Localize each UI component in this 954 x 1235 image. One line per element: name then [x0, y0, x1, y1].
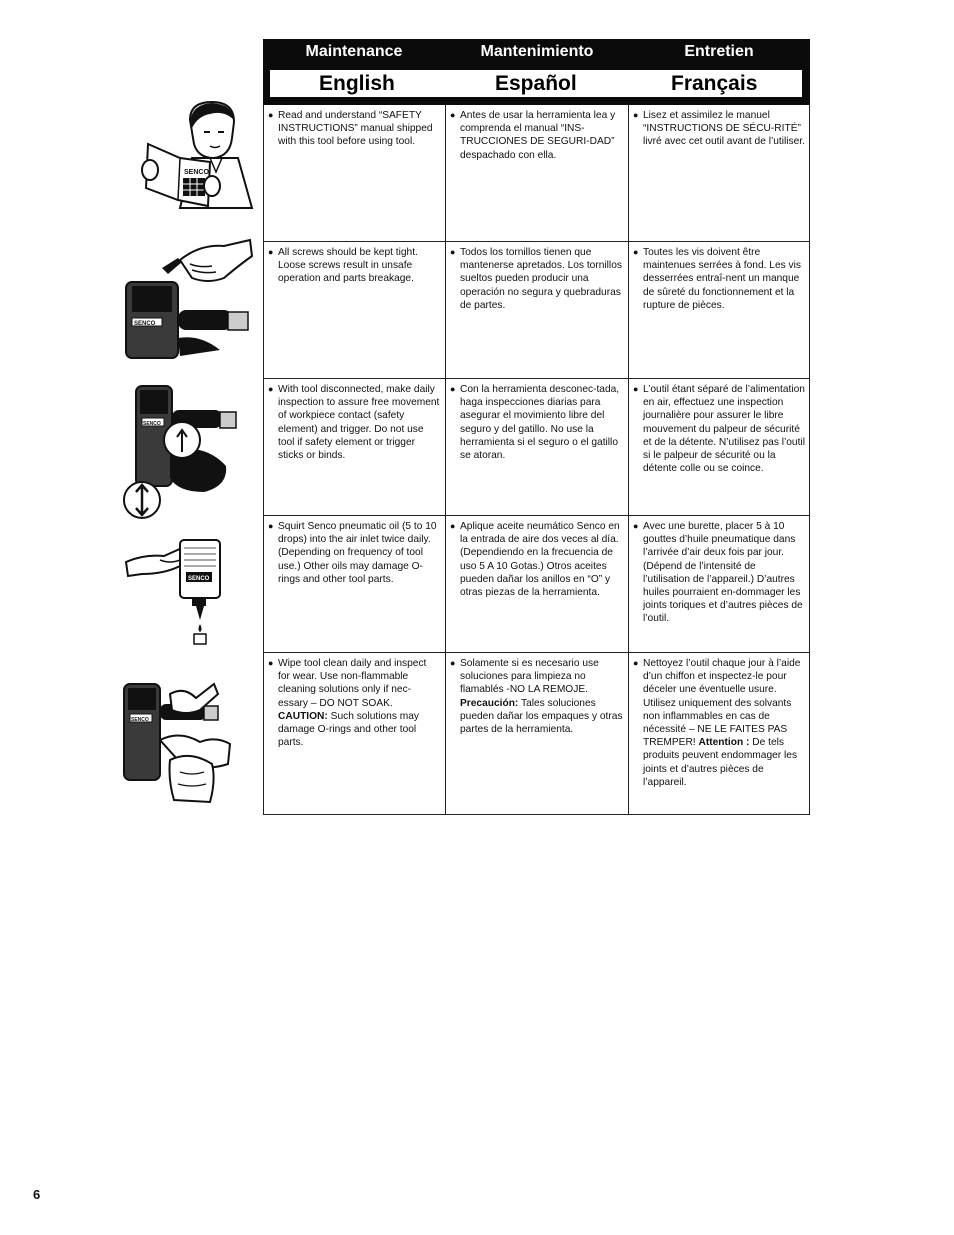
section-title-mantenimiento: Mantenimiento — [480, 43, 594, 60]
instruction-text — [643, 658, 800, 788]
instruction-text: Read and understand “SAFETY INSTRUCTIONS” manual shipped with this tool before using tool. — [278, 110, 433, 148]
instruction-text: With tool disconnected, make daily inspection to assure free movement of workpiece contact (safety element) and trigger. Do not use tool if safety element or trigger sticks or binds. — [278, 384, 440, 462]
instruction-text: Avec une burette, placer 5 à 10 gouttes d’huile pneumatique dans l’arrivée d’air deux fois par jour. (Dépend de l’intensité de l’utilisation de l’appareil.) D’autres huiles pourraient en-dommager les joints toriques et d’autres pièces de l’outil. — [643, 521, 803, 625]
instruction-text: Toutes les vis doivent être maintenues serrées à fond. Les vis desserrées entraî-nent un manque de sûreté du fonctionnement et la rupture de pièces. — [643, 247, 801, 311]
tighten-screws-illustration — [120, 238, 260, 363]
cell-french — [629, 379, 809, 515]
instruction-text: Lisez et assimilez le manuel “INSTRUCTIONS DE SÉCU-RITÉ” livré avec cet outil avant de l’utiliser. — [643, 110, 805, 148]
bullet-icon: ● — [633, 658, 639, 668]
instruction-text: Squirt Senco pneumatic oil (5 to 10 drops) into the air inlet twice daily. (Depending on frequency of tool use.) Other oils may damage O-rings and other tool parts. — [278, 521, 437, 585]
language-french: Français — [671, 72, 758, 95]
table-row — [264, 516, 809, 653]
rag-icon — [170, 756, 214, 802]
section-title-entretien: Entretien — [684, 43, 754, 60]
instruction-text: L’outil étant séparé de l’alimentation en air, effectuez une inspection journalière pour assurer le libre mouvement du palpeur de sécurité et de la détente. N’utilisez pas l’outil si le palpeur de sécurité ou la détente colle ou se coince. — [643, 384, 805, 475]
inspect-trigger-illustration — [120, 382, 260, 522]
bullet-icon: ● — [268, 384, 274, 394]
language-english: English — [319, 72, 395, 95]
table-row — [264, 379, 809, 516]
oil-brand-text: SENCO — [188, 576, 210, 582]
caution-label: Precaución: — [460, 697, 519, 709]
table-row — [264, 105, 809, 242]
instruction-text: Aplique aceite neumático Senco en la entrada de aire dos veces al día. (Dependiendo en la frecuencia de uso 5 A 10 Gotas.) Otros aceites pueden dañar los anillos en “O” y otras piezas de la herramienta. — [460, 521, 620, 599]
bullet-icon: ● — [450, 658, 456, 668]
instruction-main: Nettoyez l’outil chaque jour à l’aide d’un chiffon et inspectez-le pour déceler une éventuelle usure. Utilisez uniquement des solvants non inflammables en cas de nécessité – NE LE FAITES PAS TREMPER! — [643, 658, 801, 749]
caution-text: De tels produits peuvent endommager les joints et d’autres pièces de l’appareil. — [643, 737, 798, 788]
tool-brand-text: SENCO — [143, 421, 161, 427]
bullet-icon: ● — [450, 384, 456, 394]
bullet-icon: ● — [633, 384, 639, 394]
cell-spanish — [446, 242, 629, 378]
cell-french — [629, 653, 809, 814]
cell-spanish — [446, 105, 629, 241]
instruction-text: Antes de usar la herramienta lea y comprenda el manual “INS-TRUCCIONES DE SEGURI-DAD” despachado con ella. — [460, 110, 616, 161]
bullet-icon: ● — [450, 247, 456, 257]
cell-english — [264, 516, 446, 652]
cell-spanish — [446, 653, 629, 814]
bullet-icon: ● — [633, 521, 639, 531]
instruction-text — [460, 658, 623, 735]
cell-spanish — [446, 379, 629, 515]
instruction-text: Con la herramienta desconec-tada, haga inspecciones diarias para asegurar el movimiento libre del seguro y del gatillo. No use la herramienta si el seguro o el gatillo se atoran. — [460, 384, 620, 462]
bullet-icon: ● — [268, 658, 274, 668]
page-number: 6 — [33, 1187, 41, 1202]
bullet-icon: ● — [268, 110, 274, 120]
caution-label: Attention : — [698, 737, 750, 749]
cell-french — [629, 105, 809, 241]
instruction-main: Solamente si es necesario use soluciones para limpieza no flamablés -NO LA REMOJE. — [460, 658, 599, 696]
bullet-icon: ● — [268, 521, 274, 531]
bullet-icon: ● — [268, 247, 274, 257]
book-brand-text: SENCO — [184, 169, 209, 176]
instruction-main: Wipe tool clean daily and inspect for wear. Use non-flammable cleaning solutions only if nec-essary – DO NOT SOAK. — [278, 658, 427, 709]
instruction-text: All screws should be kept tight. Loose screws result in unsafe operation and parts breakage. — [278, 247, 418, 285]
maintenance-table — [263, 105, 810, 815]
tool-brand-text: SENCO — [134, 321, 156, 327]
cell-english — [264, 379, 446, 515]
instruction-text — [278, 658, 426, 748]
reading-manual-illustration — [120, 100, 260, 210]
bullet-icon: ● — [450, 521, 456, 531]
cell-french — [629, 516, 809, 652]
language-bar — [270, 70, 802, 97]
section-title-maintenance: Maintenance — [305, 43, 403, 60]
oil-drop-icon — [199, 624, 202, 632]
caution-label: CAUTION: — [278, 710, 328, 722]
instruction-text: Todos los tornillos tienen que mantenerse apretados. Los tornillos sueltos pueden producir una operación no segura y quebraduras de partes. — [460, 247, 622, 311]
cell-french — [629, 242, 809, 378]
table-header — [263, 39, 810, 105]
bullet-icon: ● — [450, 110, 456, 120]
table-row — [264, 242, 809, 379]
cell-spanish — [446, 516, 629, 652]
caution-text: Such solutions may damage O-rings and other tool parts. — [278, 710, 419, 749]
table-row — [264, 653, 809, 814]
language-spanish: Español — [495, 72, 577, 95]
tool-brand-text: SENCO — [131, 717, 149, 723]
bullet-icon: ● — [633, 110, 639, 120]
cell-english — [264, 653, 446, 814]
oiling-illustration — [120, 530, 260, 650]
bullet-icon: ● — [633, 247, 639, 257]
caution-text: Tales soluciones pueden dañar los empaques y otras partes de la herramienta. — [460, 697, 623, 736]
cell-english — [264, 105, 446, 241]
cell-english — [264, 242, 446, 378]
wipe-clean-illustration — [120, 680, 260, 805]
